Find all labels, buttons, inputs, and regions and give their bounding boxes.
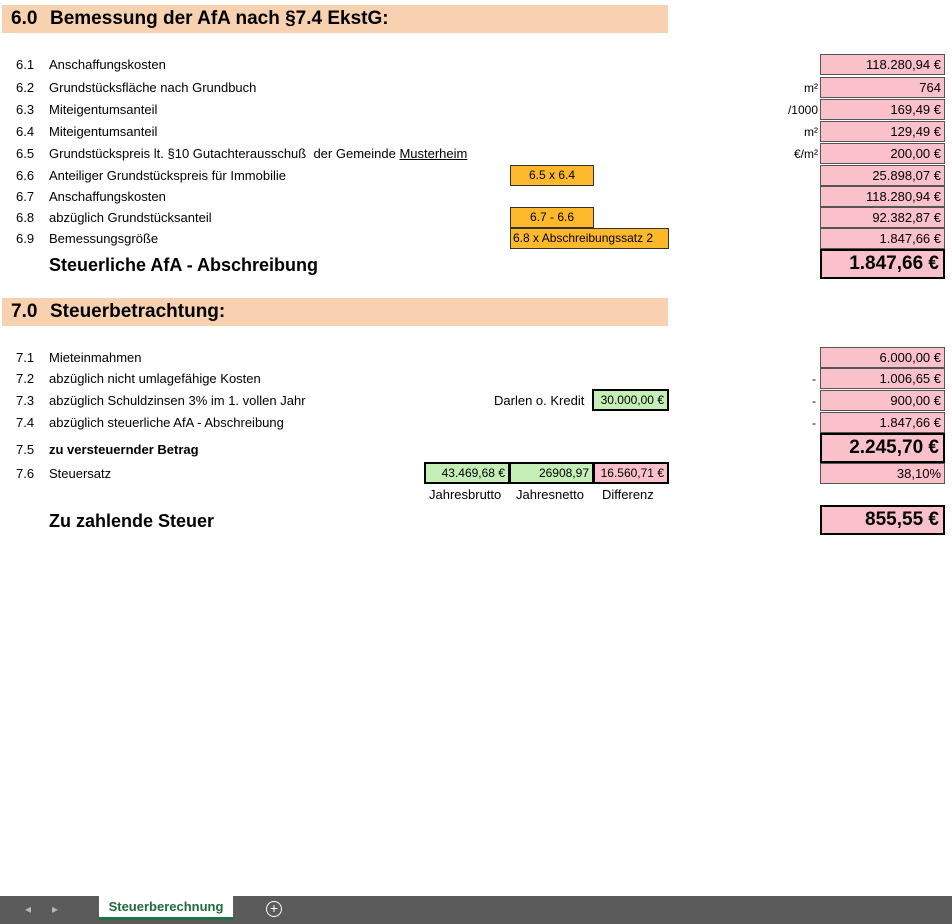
row-label: Miteigentumsanteil: [49, 124, 158, 139]
value-cell-6-8[interactable]: 92.382,87 €: [820, 207, 945, 228]
unit-label: /1000: [787, 103, 818, 117]
loan-amount-cell[interactable]: 30.000,00 €: [592, 389, 669, 411]
value-cell-6-2[interactable]: 764: [820, 77, 945, 98]
section-7-number: 7.0: [11, 301, 38, 322]
formula-cell-6-9[interactable]: 6.8 x Abschreibungssatz 2: [510, 228, 669, 249]
value-cell-7-4[interactable]: 1.847,66 €: [820, 412, 945, 433]
row-label: Steuersatz: [49, 466, 112, 481]
row-label: Anteiliger Grundstückspreis für Immobilie: [49, 168, 286, 183]
loan-label: Darlen o. Kredit: [494, 393, 585, 408]
formula-cell-6-8[interactable]: 6.7 - 6.6: [510, 207, 594, 228]
unit-label: m²: [804, 81, 818, 95]
value-cell-6-1[interactable]: 118.280,94 €: [820, 54, 945, 75]
row-6-1[interactable]: [0, 54, 952, 76]
unit-label: m²: [804, 125, 818, 139]
row-number: 7.5: [16, 442, 35, 457]
section-6-number: 6.0: [11, 8, 38, 29]
row-6-3[interactable]: [0, 99, 952, 121]
next-sheet-icon[interactable]: ▸: [52, 902, 59, 916]
row-label: Grundstücksfläche nach Grundbuch: [49, 80, 257, 95]
tax-due-label: Zu zahlende Steuer: [49, 511, 215, 531]
minus-sign: -: [812, 372, 816, 386]
row-7-2[interactable]: [0, 368, 952, 390]
row-label: Anschaffungskosten: [49, 57, 166, 72]
caption-difference: Differenz: [602, 487, 654, 502]
value-cell-6-7[interactable]: 118.280,94 €: [820, 186, 945, 207]
value-cell-7-3[interactable]: 900,00 €: [820, 390, 945, 411]
minus-sign: -: [812, 394, 816, 408]
sheet-tab-steuerberechnung[interactable]: Steuerberechnung: [99, 896, 233, 920]
value-cell-7-1[interactable]: 6.000,00 €: [820, 347, 945, 368]
row-6-8[interactable]: [0, 207, 952, 229]
row-7-5[interactable]: [0, 439, 952, 461]
row-label: abzüglich Grundstücksanteil: [49, 210, 212, 225]
row-number: 7.2: [16, 371, 35, 386]
section-6-title: Bemessung der AfA nach §7.4 EkstG:: [50, 8, 389, 29]
row-7-4[interactable]: [0, 412, 952, 434]
row-6-9[interactable]: [0, 228, 952, 250]
row-number: 6.8: [16, 210, 35, 225]
afa-total-value[interactable]: 1.847,66 €: [820, 249, 945, 279]
value-cell-6-9[interactable]: 1.847,66 €: [820, 228, 945, 249]
value-cell-6-3[interactable]: 169,49 €: [820, 99, 945, 120]
row-number: 7.4: [16, 415, 35, 430]
section-6-header: [2, 5, 668, 33]
row-label: zu versteuernder Betrag: [49, 442, 199, 457]
row-label: abzüglich nicht umlagefähige Kosten: [49, 371, 261, 386]
row-7-1[interactable]: [0, 347, 952, 369]
row-number: 6.5: [16, 146, 35, 161]
section-7-header: [2, 298, 668, 326]
formula-cell-6-6[interactable]: 6.5 x 6.4: [510, 165, 594, 186]
tax-due-value[interactable]: 855,55 €: [820, 505, 945, 535]
row-number: 6.2: [16, 80, 35, 95]
municipality-link[interactable]: Musterheim: [399, 146, 468, 161]
caption-net: Jahresnetto: [516, 487, 584, 502]
unit-label: €/m²: [794, 147, 818, 161]
row-label: abzüglich Schuldzinsen 3% im 1. vollen Jahr: [49, 393, 306, 408]
row-6-6[interactable]: [0, 165, 952, 187]
annual-net-cell[interactable]: 26908,97: [509, 462, 594, 484]
row-label: Mieteinmahmen: [49, 350, 142, 365]
row-label: Miteigentumsanteil: [49, 102, 158, 117]
value-cell-6-6[interactable]: 25.898,07 €: [820, 165, 945, 186]
row-label: Bemessungsgröße: [49, 231, 159, 246]
prev-sheet-icon[interactable]: ◂: [25, 902, 32, 916]
row-number: 7.3: [16, 393, 35, 408]
row-number: 7.6: [16, 466, 35, 481]
row-6-5[interactable]: [0, 143, 952, 165]
value-cell-6-4[interactable]: 129,49 €: [820, 121, 945, 142]
row-6-7[interactable]: [0, 186, 952, 208]
row-number: 6.6: [16, 168, 35, 183]
row-number: 6.1: [16, 57, 35, 72]
row-label: [49, 143, 467, 165]
afa-total-label: Steuerliche AfA - Abschreibung: [49, 255, 319, 275]
row-6-4[interactable]: [0, 121, 952, 143]
row-label: Anschaffungskosten: [49, 189, 166, 204]
sheet-tab-bar: [0, 896, 952, 924]
annual-gross-cell[interactable]: 43.469,68 €: [424, 462, 510, 484]
row-label-text: Grundstückspreis lt. §10 Gutachterausschuß der Gemeinde: [49, 146, 400, 161]
value-cell-6-5[interactable]: 200,00 €: [820, 143, 945, 164]
row-label: abzüglich steuerliche AfA - Abschreibung: [49, 415, 284, 430]
row-number: 6.3: [16, 102, 35, 117]
row-7-3[interactable]: [0, 390, 952, 412]
row-number: 7.1: [16, 350, 35, 365]
row-number: 6.4: [16, 124, 35, 139]
value-cell-7-2[interactable]: 1.006,65 €: [820, 368, 945, 389]
row-6-2[interactable]: [0, 77, 952, 99]
add-sheet-icon[interactable]: +: [266, 901, 282, 917]
row-number: 6.9: [16, 231, 35, 246]
minus-sign: -: [812, 416, 816, 430]
row-number: 6.7: [16, 189, 35, 204]
value-cell-7-5[interactable]: 2.245,70 €: [820, 433, 945, 463]
caption-gross: Jahresbrutto: [429, 487, 502, 502]
difference-cell[interactable]: 16.560,71 €: [593, 462, 669, 484]
value-cell-7-6[interactable]: 38,10%: [820, 463, 945, 484]
section-7-title: Steuerbetrachtung:: [50, 301, 226, 322]
